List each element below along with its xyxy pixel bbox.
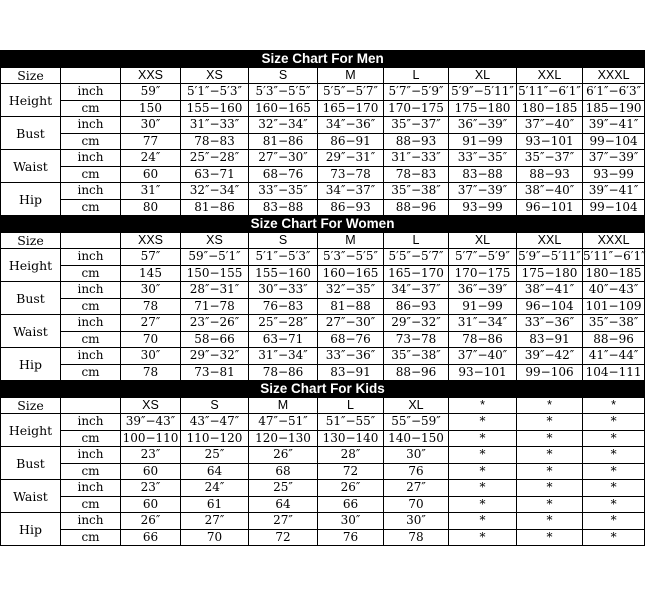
value-cell: 35″−38″	[583, 315, 645, 332]
value-cell: 185−190	[583, 100, 645, 117]
unit-cell: cm	[61, 298, 121, 315]
table-row	[1, 265, 645, 282]
value-cell: *	[449, 414, 517, 431]
table-row	[1, 529, 645, 546]
value-cell: 160−165	[318, 265, 384, 282]
value-cell: 39″−42″	[517, 348, 583, 365]
value-cell: 26″	[121, 513, 181, 530]
value-cell: 170−175	[449, 265, 517, 282]
value-cell: 83−88	[249, 199, 318, 216]
value-cell: 6′1″−6′3″	[583, 84, 645, 101]
size-header-cell: XXXL	[583, 67, 645, 84]
value-cell: 5′1″−5′3″	[181, 84, 249, 101]
value-cell: *	[449, 480, 517, 497]
value-cell: 25″−28″	[249, 315, 318, 332]
value-cell: 130−140	[318, 430, 384, 447]
table-row	[1, 513, 645, 530]
value-cell: 165−170	[384, 265, 449, 282]
value-cell: 29″−32″	[384, 315, 449, 332]
value-cell: 37″−40″	[517, 117, 583, 134]
unit-header-empty	[61, 232, 121, 249]
value-cell: 40″−43″	[583, 282, 645, 299]
value-cell: 30″	[384, 513, 449, 530]
size-header-cell: *	[517, 397, 583, 414]
value-cell: 180−185	[517, 100, 583, 117]
measurement-label: Height	[1, 414, 61, 447]
value-cell: 78−83	[181, 133, 249, 150]
unit-cell: inch	[61, 183, 121, 200]
unit-cell: inch	[61, 282, 121, 299]
measurement-label: Hip	[1, 183, 61, 216]
value-cell: 32″−34″	[181, 183, 249, 200]
value-cell: 31″−34″	[449, 315, 517, 332]
value-cell: 83−91	[318, 364, 384, 381]
value-cell: 30″	[121, 348, 181, 365]
value-cell: 76−83	[249, 298, 318, 315]
value-cell: 76	[318, 529, 384, 546]
value-cell: 28″	[318, 447, 384, 464]
value-cell: 35″−37″	[384, 117, 449, 134]
value-cell: 5′1″−5′3″	[249, 249, 318, 266]
size-header-cell: XS	[181, 232, 249, 249]
value-cell: 88−93	[517, 166, 583, 183]
table-row	[1, 463, 645, 480]
table-row	[1, 496, 645, 513]
value-cell: *	[583, 496, 645, 513]
value-cell: 88−96	[384, 199, 449, 216]
value-cell: 5′7″−5′9″	[384, 84, 449, 101]
value-cell: 5′3″−5′5″	[318, 249, 384, 266]
table-row	[1, 315, 645, 332]
value-cell: 96−101	[517, 199, 583, 216]
size-header-row	[1, 232, 645, 249]
table-row	[1, 348, 645, 365]
section-title: Size Chart For Men	[1, 51, 645, 68]
value-cell: 155−160	[181, 100, 249, 117]
value-cell: 25″	[249, 480, 318, 497]
value-cell: 72	[318, 463, 384, 480]
value-cell: 63−71	[249, 331, 318, 348]
value-cell: 86−93	[384, 298, 449, 315]
value-cell: 35″−38″	[384, 348, 449, 365]
unit-cell: inch	[61, 150, 121, 167]
value-cell: 27″	[121, 315, 181, 332]
value-cell: 110−120	[181, 430, 249, 447]
size-header-cell: XL	[384, 397, 449, 414]
size-header-cell: S	[181, 397, 249, 414]
measurement-label: Bust	[1, 282, 61, 315]
value-cell: 24″	[181, 480, 249, 497]
value-cell: 5′5″−5′7″	[384, 249, 449, 266]
value-cell: 99−104	[583, 133, 645, 150]
value-cell: *	[583, 463, 645, 480]
size-header-cell: M	[318, 232, 384, 249]
unit-cell: inch	[61, 117, 121, 134]
value-cell: 30″	[318, 513, 384, 530]
value-cell: *	[583, 480, 645, 497]
value-cell: 30″	[121, 282, 181, 299]
value-cell: *	[583, 529, 645, 546]
unit-cell: cm	[61, 199, 121, 216]
value-cell: 91−99	[449, 133, 517, 150]
value-cell: 5′5″−5′7″	[318, 84, 384, 101]
value-cell: *	[449, 513, 517, 530]
unit-header-empty	[61, 397, 121, 414]
table-row	[1, 150, 645, 167]
value-cell: 86−93	[318, 199, 384, 216]
value-cell: 5′11″−6′1″	[518, 84, 581, 99]
value-cell: 41″−44″	[583, 348, 645, 365]
value-cell: 25″	[181, 447, 249, 464]
size-header-cell: L	[384, 232, 449, 249]
value-cell: 77	[121, 133, 181, 150]
size-header-cell: XXL	[517, 232, 583, 249]
measurement-label: Bust	[1, 447, 61, 480]
value-cell: 5′7″−5′9″	[449, 249, 517, 266]
section-title: Size Chart For Women	[1, 216, 645, 233]
value-cell: 39″−43″	[121, 414, 181, 431]
value-cell: 38″−41″	[517, 282, 583, 299]
measurement-label: Waist	[1, 315, 61, 348]
table-row	[1, 430, 645, 447]
value-cell: 27″−30″	[249, 150, 318, 167]
measurement-label: Waist	[1, 150, 61, 183]
value-cell: 66	[121, 529, 181, 546]
value-cell: 68−76	[318, 331, 384, 348]
value-cell: 37″−39″	[449, 183, 517, 200]
value-cell: 145	[121, 265, 181, 282]
value-cell: 78	[384, 529, 449, 546]
value-cell: 47″−51″	[249, 414, 318, 431]
table-row	[1, 84, 645, 101]
value-cell: 91−99	[449, 298, 517, 315]
value-cell: 68−76	[249, 166, 318, 183]
value-cell: 23″	[121, 447, 181, 464]
unit-cell: inch	[61, 84, 121, 101]
value-cell: 88−96	[583, 331, 645, 348]
value-cell: 93−101	[449, 364, 517, 381]
value-cell: 60	[121, 463, 181, 480]
value-cell: 5′9″−5′11″	[518, 249, 581, 264]
value-cell: 23″−26″	[181, 315, 249, 332]
value-cell: 72	[249, 529, 318, 546]
section-title-row	[1, 51, 645, 68]
value-cell: 31″−33″	[181, 117, 249, 134]
value-cell: 80	[121, 199, 181, 216]
measurement-label: Hip	[1, 513, 61, 546]
size-chart-table	[0, 50, 645, 546]
unit-cell: inch	[61, 414, 121, 431]
table-row	[1, 298, 645, 315]
value-cell: 59″−5′1″	[181, 249, 249, 266]
value-cell: *	[517, 430, 583, 447]
measurement-label: Height	[1, 84, 61, 117]
value-cell: 120−130	[249, 430, 318, 447]
unit-cell: cm	[61, 133, 121, 150]
table-row	[1, 133, 645, 150]
value-cell: 140−150	[384, 430, 449, 447]
value-cell: 165−170	[318, 100, 384, 117]
value-cell: 63−71	[181, 166, 249, 183]
value-cell: 175−180	[517, 265, 583, 282]
value-cell: 36″−39″	[449, 117, 517, 134]
unit-cell: inch	[61, 513, 121, 530]
unit-cell: cm	[61, 430, 121, 447]
value-cell: 25″−28″	[181, 150, 249, 167]
unit-cell: cm	[61, 331, 121, 348]
size-header-cell: L	[318, 397, 384, 414]
size-header-row	[1, 397, 645, 414]
unit-cell: inch	[61, 348, 121, 365]
value-cell: 78−86	[249, 364, 318, 381]
value-cell: *	[449, 430, 517, 447]
value-cell: 150	[121, 100, 181, 117]
unit-cell: cm	[61, 496, 121, 513]
size-header-cell: M	[249, 397, 318, 414]
table-row	[1, 364, 645, 381]
value-cell: 26″	[249, 447, 318, 464]
value-cell: 78	[121, 364, 181, 381]
section-title-row	[1, 216, 645, 233]
value-cell: 35″−38″	[384, 183, 449, 200]
unit-cell: cm	[61, 463, 121, 480]
table-row	[1, 447, 645, 464]
value-cell: 70	[384, 496, 449, 513]
value-cell: 36″−39″	[449, 282, 517, 299]
size-label: Size	[1, 67, 61, 84]
value-cell: 73−78	[318, 166, 384, 183]
value-cell: *	[449, 463, 517, 480]
value-cell: 31″−34″	[249, 348, 318, 365]
value-cell: *	[517, 513, 583, 530]
value-cell: 27″−30″	[318, 315, 384, 332]
value-cell: 32″−35″	[318, 282, 384, 299]
value-cell: 35″−37″	[517, 150, 583, 167]
value-cell: 51″−55″	[318, 414, 384, 431]
value-cell: 27″	[384, 480, 449, 497]
value-cell: 83−88	[449, 166, 517, 183]
value-cell: 30″	[384, 447, 449, 464]
value-cell: 59″	[121, 84, 181, 101]
size-header-cell: XS	[121, 397, 181, 414]
value-cell: 93−99	[583, 166, 645, 183]
value-cell: 27″	[181, 513, 249, 530]
value-cell: 73−81	[181, 364, 249, 381]
value-cell: 81−86	[181, 199, 249, 216]
value-cell: *	[449, 496, 517, 513]
value-cell: 5′9″−5′11″	[449, 84, 517, 101]
table-row	[1, 282, 645, 299]
value-cell: 93−101	[517, 133, 583, 150]
unit-cell: cm	[61, 529, 121, 546]
value-cell: 34″−37″	[318, 183, 384, 200]
value-cell: *	[583, 414, 645, 431]
size-header-cell: S	[249, 232, 318, 249]
size-header-cell: M	[318, 67, 384, 84]
table-row	[1, 414, 645, 431]
value-cell: 99−104	[583, 199, 645, 216]
value-cell: 33″−35″	[249, 183, 318, 200]
table-row	[1, 166, 645, 183]
value-cell: 28″−31″	[181, 282, 249, 299]
value-cell: 34″−37″	[384, 282, 449, 299]
value-cell: 5′11″−6′1″	[583, 249, 646, 264]
value-cell: 43″−47″	[181, 414, 249, 431]
value-cell: 33″−36″	[517, 315, 583, 332]
table-row	[1, 331, 645, 348]
value-cell: 29″−32″	[181, 348, 249, 365]
section-title: Size Chart For Kids	[1, 381, 645, 398]
value-cell: *	[517, 529, 583, 546]
value-cell: 27″	[249, 513, 318, 530]
table-row	[1, 249, 645, 266]
measurement-label: Height	[1, 249, 61, 282]
value-cell: 30″−33″	[249, 282, 318, 299]
size-header-cell: XXXL	[583, 232, 645, 249]
value-cell: 31″	[121, 183, 181, 200]
value-cell: 64	[181, 463, 249, 480]
unit-cell: inch	[61, 480, 121, 497]
unit-cell: inch	[61, 447, 121, 464]
value-cell: 99−106	[517, 364, 583, 381]
value-cell: *	[449, 529, 517, 546]
value-cell: 71−78	[181, 298, 249, 315]
value-cell: 170−175	[384, 100, 449, 117]
value-cell: 96−104	[517, 298, 583, 315]
value-cell: 101−109	[583, 298, 645, 315]
value-cell: 70	[181, 529, 249, 546]
value-cell: 78−83	[384, 166, 449, 183]
value-cell: 78−86	[449, 331, 517, 348]
value-cell: 180−185	[583, 265, 645, 282]
value-cell: *	[517, 447, 583, 464]
value-cell: 175−180	[449, 100, 517, 117]
value-cell: 88−93	[384, 133, 449, 150]
size-header-cell: XXS	[121, 232, 181, 249]
size-header-cell: XXS	[121, 67, 181, 84]
section-title-row	[1, 381, 645, 398]
unit-cell: cm	[61, 100, 121, 117]
value-cell: 30″	[121, 117, 181, 134]
value-cell: 88−96	[384, 364, 449, 381]
value-cell: 5′3″−5′5″	[249, 84, 318, 101]
value-cell: 26″	[318, 480, 384, 497]
value-cell: 81−86	[249, 133, 318, 150]
measurement-label: Hip	[1, 348, 61, 381]
value-cell: 24″	[121, 150, 181, 167]
measurement-label: Bust	[1, 117, 61, 150]
value-cell: *	[517, 480, 583, 497]
value-cell: 37″−40″	[449, 348, 517, 365]
value-cell: 86−91	[318, 133, 384, 150]
value-cell: 70	[121, 331, 181, 348]
value-cell: *	[583, 513, 645, 530]
unit-cell: cm	[61, 364, 121, 381]
value-cell: 73−78	[384, 331, 449, 348]
value-cell: *	[449, 447, 517, 464]
table-row	[1, 117, 645, 134]
value-cell: 58−66	[181, 331, 249, 348]
unit-cell: inch	[61, 315, 121, 332]
value-cell: 31″−33″	[384, 150, 449, 167]
size-header-cell: *	[449, 397, 517, 414]
value-cell: 68	[249, 463, 318, 480]
value-cell: 33″−36″	[318, 348, 384, 365]
unit-cell: inch	[61, 249, 121, 266]
unit-header-empty	[61, 67, 121, 84]
size-header-cell: XXL	[517, 67, 583, 84]
value-cell: 32″−34″	[249, 117, 318, 134]
value-cell: 60	[121, 166, 181, 183]
value-cell: 23″	[121, 480, 181, 497]
size-header-row	[1, 67, 645, 84]
value-cell: 37″−39″	[583, 150, 645, 167]
size-header-cell: XL	[449, 67, 517, 84]
value-cell: 83−91	[517, 331, 583, 348]
value-cell: *	[517, 463, 583, 480]
value-cell: *	[583, 430, 645, 447]
size-header-cell: S	[249, 67, 318, 84]
unit-cell: cm	[61, 166, 121, 183]
size-label: Size	[1, 232, 61, 249]
size-header-cell: XL	[449, 232, 517, 249]
value-cell: *	[583, 447, 645, 464]
value-cell: *	[517, 496, 583, 513]
value-cell: 39″−41″	[583, 183, 645, 200]
value-cell: 100−110	[121, 430, 181, 447]
value-cell: 55″−59″	[384, 414, 449, 431]
value-cell: 38″−40″	[517, 183, 583, 200]
value-cell: 60	[121, 496, 181, 513]
size-header-cell: L	[384, 67, 449, 84]
value-cell: 34″−36″	[318, 117, 384, 134]
value-cell: 93−99	[449, 199, 517, 216]
unit-cell: cm	[61, 265, 121, 282]
table-row	[1, 100, 645, 117]
value-cell: 160−165	[249, 100, 318, 117]
measurement-label: Waist	[1, 480, 61, 513]
value-cell: 76	[384, 463, 449, 480]
value-cell: 64	[249, 496, 318, 513]
table-row	[1, 199, 645, 216]
value-cell: 81−88	[318, 298, 384, 315]
size-header-cell: XS	[181, 67, 249, 84]
value-cell: 29″−31″	[318, 150, 384, 167]
value-cell: 66	[318, 496, 384, 513]
value-cell: 61	[181, 496, 249, 513]
value-cell: 104−111	[583, 364, 645, 381]
table-row	[1, 480, 645, 497]
value-cell: 39″−41″	[583, 117, 645, 134]
size-label: Size	[1, 397, 61, 414]
value-cell: 78	[121, 298, 181, 315]
table-row	[1, 183, 645, 200]
size-header-cell: *	[583, 397, 645, 414]
value-cell: 33″−35″	[449, 150, 517, 167]
value-cell: *	[517, 414, 583, 431]
value-cell: 155−160	[249, 265, 318, 282]
value-cell: 57″	[121, 249, 181, 266]
value-cell: 150−155	[181, 265, 249, 282]
